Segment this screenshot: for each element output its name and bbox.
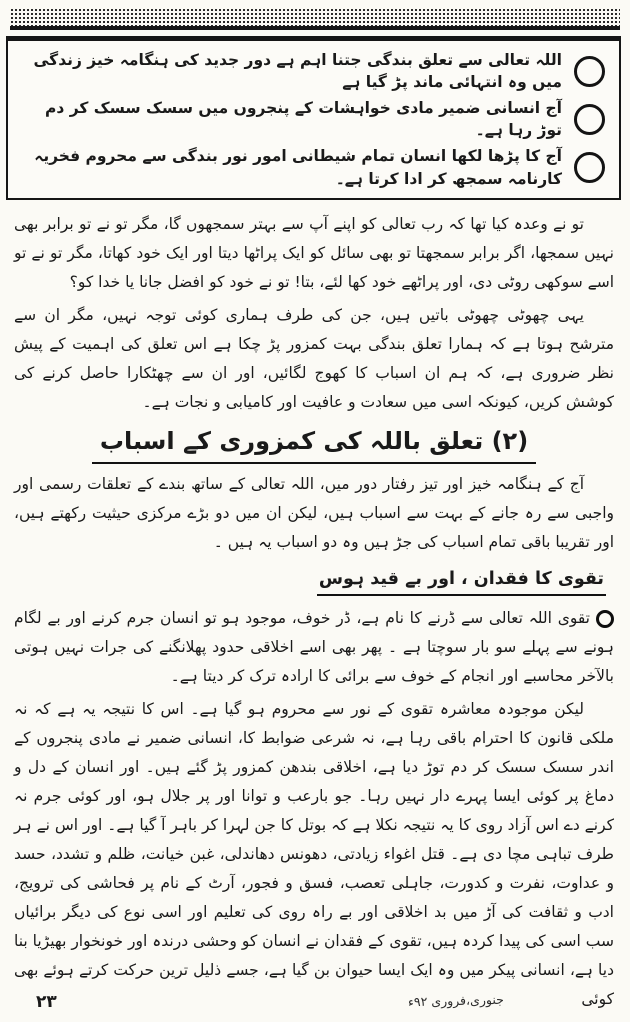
box-item-text: آج کا پڑھا لکھا انسان تمام شیطانی امور نور بندگی سے محروم فخریہ کارنامہ سمجھ کر ادا کرتا ہے۔ <box>34 147 562 188</box>
page-number: ۲۳ <box>36 992 57 1012</box>
box-item-text: آج انسانی ضمیر مادی خواہشات کے پنجروں میں سسک سسک کر دم توڑ رہا ہے۔ <box>45 99 562 140</box>
circle-bullet-icon <box>596 610 614 628</box>
circle-bullet-icon <box>574 104 605 135</box>
box-item <box>22 49 605 94</box>
decorative-halftone-band <box>10 8 620 30</box>
main-text-column <box>14 210 614 1018</box>
paragraph-promise: تو نے وعدہ کیا تھا کہ رب تعالی کو اپنے آپ سے بہتر سمجھوں گا، مگر تو نے تو برابر بھی نہیں سمجھا، اگر برابر سمجھتا تو بھی سائل کو ایک پراٹھا دیتا اور ایک خود کھاتا، مگر تو نے تو اسے سوکھی روٹی دی، اور پراٹھے خود کھا لئے، بتا! تو نے خود کو افضل جانا یا خدا کو؟ <box>14 215 614 291</box>
section-heading-text: (۲) تعلق باللہ کی کمزوری کے اسباب <box>92 427 536 464</box>
box-item-text: اللہ تعالی سے تعلق بندگی جتنا اہم ہے دور جدید کی ہنگامہ خیز زندگی میں وہ انتہائی ماند پڑ گیا ہے <box>33 50 562 92</box>
highlight-box <box>6 36 621 200</box>
paragraph-taqwa-text: تقوی اللہ تعالی سے ڈرنے کا نام ہے، ڈر خوف، موجود ہو تو انسان جرم کرنے اور بے لگام ہونے سے پہلے سو بار سوچتا ہے ۔ پھر بھی اسے اخلاقی حدود پھلانگنے کی جرات نہیں ہوتی بالآخر محاسبے اور انجام کے خوف سے برائی کا ارادہ ترک کر دیتا ہے۔ <box>14 609 614 685</box>
box-item <box>22 97 605 142</box>
paragraph-small-matters: یہی چھوٹی چھوٹی باتیں ہیں، جن کی طرف ہماری کوئی توجہ نہیں، مگر ان سے مترشح ہوتا ہے کہ ہمارا تعلق بندگی بہت کمزور پڑ چکا ہے اس تعلق کی اہمیت کے پیش نظر ضروری ہے، کہ ہم ان اسباب کا کھوج لگائیں، اور ان سے چھٹکارا حاصل کرنے کی کوشش کریں، کیونکہ اسی میں سعادت و عافیت اور کامیابی و نجات ہے۔ <box>14 306 614 411</box>
section-heading <box>14 427 614 464</box>
paragraph-taqwa <box>14 604 614 691</box>
circle-bullet-icon <box>574 56 605 87</box>
subsection-heading-text: تقوی کا فقدان ، اور بے قید ہوس <box>317 569 606 596</box>
paragraph-society: لیکن موجودہ معاشرہ تقوی کے نور سے محروم ہو گیا ہے۔ اس کا نتیجہ یہ ہے کہ نہ ملکی قانون کا احترام باقی رہا ہے، نہ شرعی ضوابط کا، انسانی ضمیر نے مادی پنجروں کے اندر سسک سسک کر دم توڑ دیا ہے، اخلاقی بندھن کمزور پڑ گئے ہیں۔ اور انسان کے دل و دماغ پر کوئی ایسا پہرے دار نہیں رہا۔ جو بارعب و توانا اور پر جلال ہو، اور کوئی جرم نہ کرنے دے اس آزاد روی کا یہ نتیجہ نکلا ہے کہ بوتل کا جن لہرا کر باہر آ گیا ہے۔ اور اس نے ہر طرف تباہی مچا دی ہے۔ قتل اغواء زیادتی، دھونس دھاندلی، غبن خیانت، ظلم و تشدد، حسد و عداوت، نفرت و کدورت، جاہلی تعصب، فسق و فجور، آرٹ کے نام پر فحاشی کی ترویج، ادب و ثقافت کی آڑ میں بد اخلاقی اور بے راہ روی کی تعلیم اور اسی نوع کی دیگر برائیاں سب اسی کی پیدا کردہ ہیں، تقوی کے فقدان نے انسان کو وحشی درندہ اور خونخوار بھیڑیا بنا دیا ہے، انسانی پیکر میں وہ ایک ایسا حیوان بن گیا ہے، جسے ذلیل ترین حرکت کرتے ہوئے بھی کوئی <box>14 700 614 1008</box>
circle-bullet-icon <box>574 152 605 183</box>
subsection-heading <box>14 569 606 596</box>
paragraph-causes-intro: آج کے ہنگامہ خیز اور تیز رفتار دور میں، اللہ تعالی کے ساتھ بندے کے تعلقات رسمی اور واجبی سے رہ جانے کے بہت سے اسباب ہیں، لیکن ان میں دو بڑے مرکزی حیثیت رکھتے ہیں، اور تقریبا باقی تمام اسباب کی جڑ ہیں وہ دو اسباب یہ ہیں ۔ <box>14 475 614 551</box>
footer-issue-date: جنوری،فروری ۹۲ء <box>407 991 505 1010</box>
box-item <box>22 145 605 190</box>
